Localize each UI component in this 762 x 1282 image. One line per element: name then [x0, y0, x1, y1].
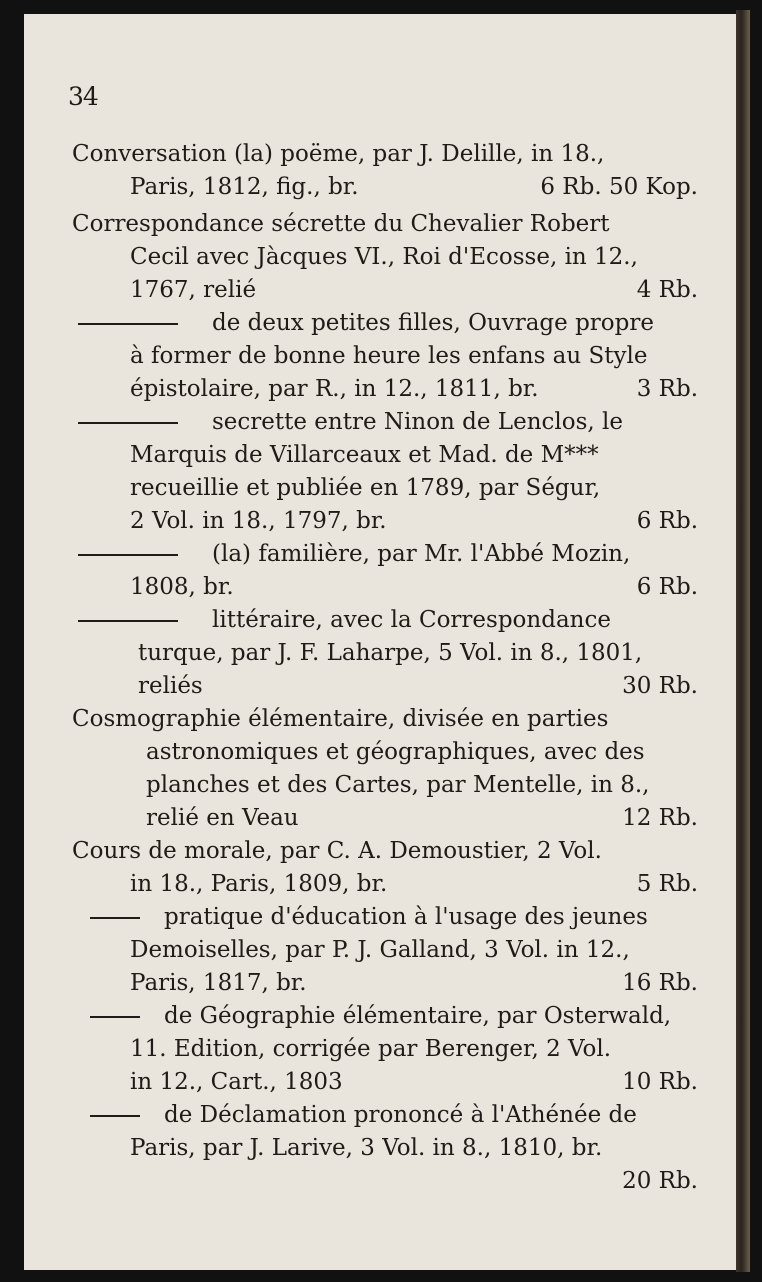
catalog-entries	[72, 138, 698, 1198]
entry-line: astronomiques et géographiques, avec des	[146, 739, 645, 765]
entry-line: Marquis de Villarceaux et Mad. de M***	[130, 442, 599, 468]
ditto-rule	[90, 1016, 140, 1018]
entry-cosmographie	[72, 703, 698, 835]
entry-cours-de-morale	[72, 835, 698, 901]
entry-line: Cosmographie élémentaire, divisée en parties	[72, 706, 609, 732]
entry-litteraire	[72, 604, 698, 703]
entry-line: Cecil avec Jàcques VI., Roi d'Ecosse, in 12.,	[130, 244, 638, 270]
catalog-page	[24, 14, 736, 1270]
entry-ninon-de-lenclos	[72, 406, 698, 538]
entry-line: 2 Vol. in 18., 1797, br.	[130, 508, 387, 534]
entry-pratique-education	[72, 901, 698, 1000]
ditto-rule	[90, 917, 140, 919]
entry-price: 12 Rb.	[622, 805, 698, 831]
entry-line: in 18., Paris, 1809, br.	[130, 871, 388, 897]
entry-line: reliés	[138, 673, 203, 699]
ditto-rule	[78, 422, 178, 424]
entry-price: 4 Rb.	[636, 277, 698, 303]
entry-price: 20 Rb.	[622, 1168, 698, 1194]
entry-line: planches et des Cartes, par Mentelle, in 8.,	[146, 772, 650, 798]
ditto-rule	[78, 554, 178, 556]
entry-price: 10 Rb.	[622, 1069, 698, 1095]
entry-deux-petites-filles	[72, 307, 698, 406]
entry-line: Demoiselles, par P. J. Galland, 3 Vol. in 12.,	[130, 937, 630, 963]
entry-price: 6 Rb. 50 Kop.	[540, 174, 698, 200]
entry-correspondance-secrette	[72, 208, 698, 307]
entry-line: Paris, par J. Larive, 3 Vol. in 8., 1810, br.	[130, 1135, 603, 1161]
entry-line: Paris, 1812, fig., br.	[130, 174, 359, 200]
entry-price: 6 Rb.	[636, 574, 698, 600]
entry-price: 6 Rb.	[636, 508, 698, 534]
entry-line: à former de bonne heure les enfans au Style	[130, 343, 648, 369]
entry-conversation	[72, 138, 698, 204]
entry-line: de Géographie élémentaire, par Osterwald,	[164, 1003, 672, 1029]
ditto-rule	[78, 620, 178, 622]
entry-line: 11. Edition, corrigée par Berenger, 2 Vol.	[130, 1036, 612, 1062]
entry-price: 3 Rb.	[636, 376, 698, 402]
entry-line: (la) familière, par Mr. l'Abbé Mozin,	[212, 541, 631, 567]
ditto-rule	[90, 1115, 140, 1117]
entry-line: relié en Veau	[146, 805, 299, 831]
entry-price: 5 Rb.	[636, 871, 698, 897]
entry-line: littéraire, avec la Correspondance	[212, 607, 611, 633]
entry-declamation	[72, 1099, 698, 1198]
entry-line: Cours de morale, par C. A. Demoustier, 2 Vol.	[72, 838, 602, 864]
entry-familiere	[72, 538, 698, 604]
entry-price: 30 Rb.	[622, 673, 698, 699]
entry-line: in 12., Cart., 1803	[130, 1069, 343, 1095]
ditto-rule	[78, 323, 178, 325]
entry-line: secrette entre Ninon de Lenclos, le	[212, 409, 623, 435]
entry-line: épistolaire, par R., in 12., 1811, br.	[130, 376, 539, 402]
entry-geographie	[72, 1000, 698, 1099]
entry-line: de deux petites filles, Ouvrage propre	[212, 310, 654, 336]
next-page-edge	[736, 10, 750, 1272]
entry-line: de Déclamation prononcé à l'Athénée de	[164, 1102, 637, 1128]
entry-price: 16 Rb.	[622, 970, 698, 996]
entry-line: Correspondance sécrette du Chevalier Robert	[72, 211, 610, 237]
entry-line: Conversation (la) poëme, par J. Delille, in 18.,	[72, 141, 605, 167]
entry-line: pratique d'éducation à l'usage des jeunes	[164, 904, 648, 930]
entry-line: turque, par J. F. Laharpe, 5 Vol. in 8., 1801,	[138, 640, 643, 666]
entry-line: 1808, br.	[130, 574, 234, 600]
entry-line: recueillie et publiée en 1789, par Ségur,	[130, 475, 601, 501]
entry-line: 1767, relié	[130, 277, 257, 303]
page-number: 34	[68, 82, 98, 111]
entry-line: Paris, 1817, br.	[130, 970, 307, 996]
